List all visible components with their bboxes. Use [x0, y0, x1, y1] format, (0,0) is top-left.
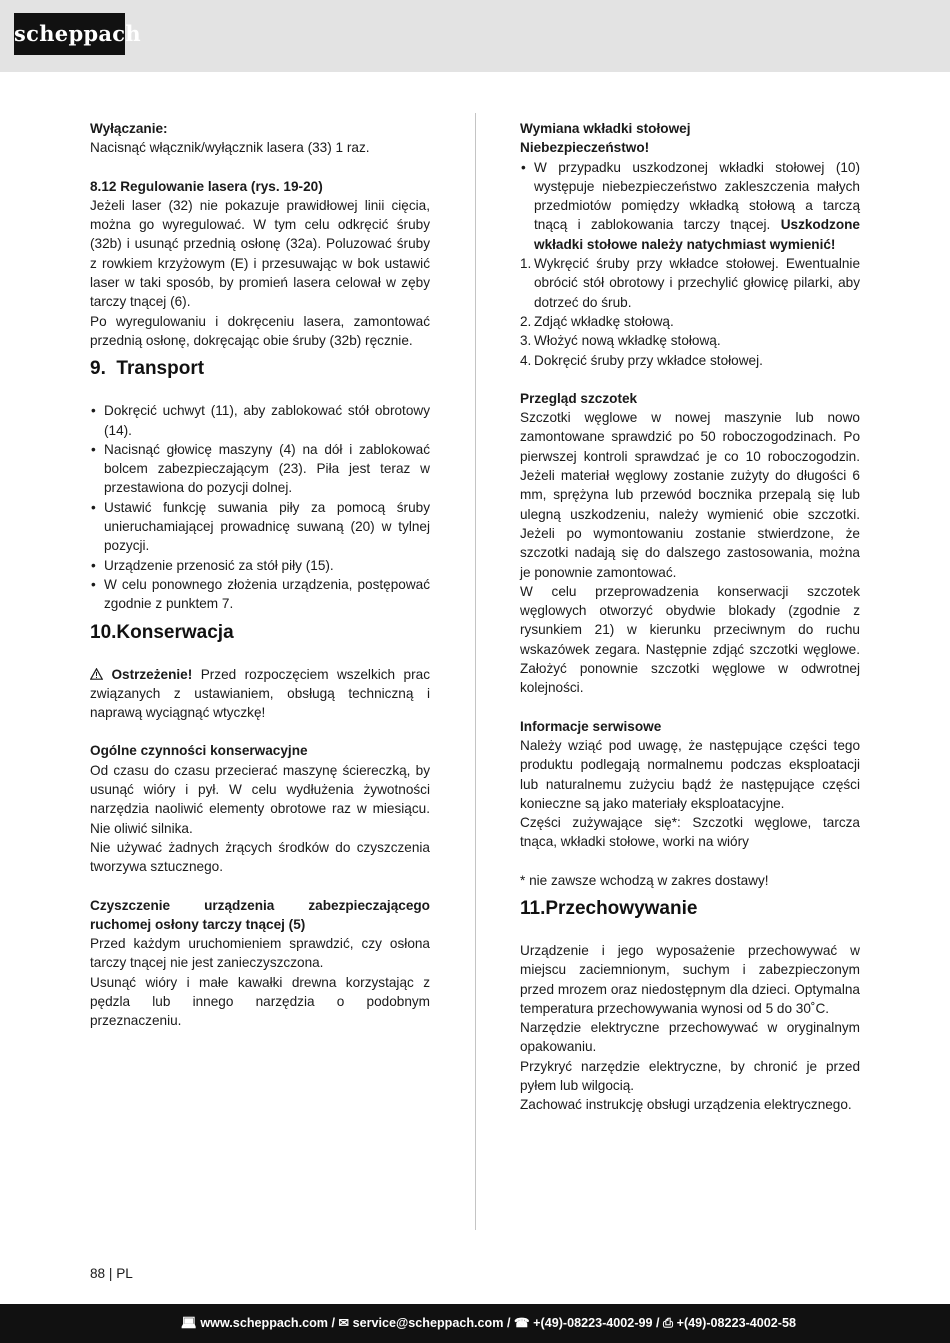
section-10-heading: [90, 621, 430, 645]
step-text: Wykręcić śruby przy wkładce stołowej. Ewentualnie obrócić stół obrotowy i przechylić głowicę pilarki, aby dotrzeć do śrub.: [534, 256, 860, 310]
wylaczanie-heading: Wyłączanie:: [90, 121, 168, 136]
computer-icon: 💻︎: [180, 1316, 197, 1330]
right-column: [520, 119, 860, 1115]
footer-separator: /: [506, 1316, 511, 1330]
step-text: Dokręcić śruby przy wkładce stołowej.: [534, 352, 763, 368]
wymiana-heading: Wymiana wkładki stołowej: [520, 121, 691, 136]
email-link[interactable]: service@scheppach.com: [352, 1316, 504, 1330]
step-text: Włożyć nową wkładkę stołową.: [534, 333, 721, 349]
page-language: PL: [116, 1266, 133, 1281]
ogolne-heading: Ogólne czynności konserwacyjne: [90, 743, 308, 759]
transport-list: [90, 401, 430, 613]
niebezpieczenstwo-heading: Niebezpieczeństwo!: [520, 140, 650, 156]
danger-bold-text: Uszkodzone wkładki stołowe należy natychmiast wymienić!: [534, 217, 860, 252]
section-9-number: 9.: [90, 358, 106, 380]
section-11-number: 11.: [520, 897, 546, 919]
section-11-text-3: Przykryć narzędzie elektryczne, by chronić je przed pyłem lub wilgocią.: [520, 1058, 860, 1094]
list-item: [520, 331, 860, 350]
ogolne-text-2: Nie używać żadnych żrących środków do czyszczenia tworzywa sztucznego.: [90, 839, 430, 875]
list-item: [520, 158, 860, 254]
phone-number: +(49)-08223-4002-99: [533, 1316, 653, 1330]
list-item: • Urządzenie przenosić za stół piły (15).: [90, 556, 430, 575]
section-8-12-text-1: Jeżeli laser (32) nie pokazuje prawidłowej linii cięcia, można go wyregulować. W tym celu odkręcić śruby (32b) i usunąć przednią osłonę (32a). Poluzować śruby z rowkiem krzyżowym (E) i przesuwając w bok ustawić laser w taki sposób, by promień lasera celował w zęby tarczy tnącej (6).: [90, 197, 430, 310]
danger-text: W przypadku uszkodzonej wkładki stołowej (10) występuje niebezpieczeństwo zakleszczenia małych przedmiotów pomiędzy wkładką stołową a tarczą tnącą i zablokowania tarczy tnącej.: [534, 159, 860, 233]
website-link[interactable]: www.scheppach.com: [200, 1316, 328, 1330]
przeglad-text-2: W celu przeprowadzenia konserwacji szczotek węglowych otworzyć obydwie blokady (zgodnie z rysunkiem 21) w kierunku przeciwnym do ruchu wskazówek zegara. Następnie zdjąć szczotki węglowe. Założyć ponownie szczotki węglowe w odwrotnej kolejności.: [520, 583, 860, 696]
czyszczenie-text-2: Usunąć wióry i małe kawałki drewna korzystając z pędzla lub innego narzędzia o podobnym przeznaczeniu.: [90, 974, 430, 1029]
danger-list: [520, 158, 860, 254]
step-text: Zdjąć wkładkę stołową.: [534, 313, 674, 329]
list-item: • Nacisnąć głowicę maszyny (4) na dół i zablokować bolcem zabezpieczającym (23). Piła jest teraz w przestawiona do pozycji dolnej.: [90, 440, 430, 498]
page-number-value: 88: [90, 1266, 106, 1281]
scheppach-logo: scheppach: [14, 13, 125, 55]
page-number-separator: |: [108, 1266, 113, 1281]
czyszczenie-heading: Czyszczenie urządzenia zabezpieczającego ruchomej osłony tarczy tnącej (5): [90, 897, 430, 932]
footer-separator: /: [331, 1316, 335, 1330]
list-item: • Dokręcić uchwyt (11), aby zablokować stół obrotowy (14).: [90, 401, 430, 440]
informacje-note: * nie zawsze wchodzą w zakres dostawy!: [520, 872, 769, 888]
page-footer: [0, 1304, 950, 1343]
informacje-heading: Informacje serwisowe: [520, 718, 662, 734]
envelope-icon: ✉︎: [338, 1316, 350, 1330]
left-column: [90, 119, 430, 1031]
list-item: • W celu ponownego złożenia urządzenia, postępować zgodnie z punktem 7.: [90, 575, 430, 614]
step-number: 4.: [520, 352, 532, 368]
czyszczenie-text-1: Przed każdym uruchomieniem sprawdzić, czy osłona tarczy tnącej nie jest zanieczyszczona.: [90, 936, 430, 971]
fax-number: +(49)-08223-4002-58: [676, 1316, 796, 1330]
list-item: [520, 254, 860, 312]
fax-icon: ⎙: [663, 1316, 674, 1330]
list-item: [520, 312, 860, 331]
column-divider: [475, 113, 476, 1230]
warning-text: Przed rozpoczęciem wszelkich prac związanych z ustawianiem, obsługą techniczną i naprawą wyciągnąć wtyczkę!: [90, 666, 430, 721]
informacje-text-2: Części zużywające się*: Szczotki węglowe, tarcza tnąca, wkładki stołowe, worki na wióry: [520, 815, 860, 850]
przeglad-text-1: Szczotki węglowe w nowej maszynie lub nowo zamontowane sprawdzić po 50 roboczogodzinach. Po pierwszej kontroli sprawdzać je co 10 roboczogodzin. Jeżeli materiał węglowy zostanie zużyty do długości 6 mm, sprężyna lub przewód bocznika przepalą się lub ulegną uszkodzeniu, należy wymienić obie szczotki. Jeżeli po wymontowaniu zostanie stwierdzone, że szczotki nadają się do dalszego zastosowania, można je ponownie zamontować.: [520, 410, 860, 580]
przeglad-heading: Przegląd szczotek: [520, 390, 638, 406]
page-number: [90, 1264, 133, 1283]
step-number: 2.: [520, 313, 532, 329]
footer-separator: /: [656, 1316, 660, 1330]
warning-label: Ostrzeżenie!: [111, 666, 193, 682]
section-9-title: Transport: [116, 358, 205, 380]
section-11-heading: [520, 897, 860, 921]
section-8-12-heading: 8.12 Regulowanie lasera (rys. 19-20): [90, 178, 323, 194]
step-number: 3.: [520, 333, 532, 349]
section-11-text-2: Narzędzie elektryczne przechowywać w oryginalnym opakowaniu.: [520, 1020, 860, 1055]
wylaczanie-text: Nacisnąć włącznik/wyłącznik lasera (33) 1 raz.: [90, 140, 370, 156]
phone-icon: ☎︎: [513, 1316, 530, 1330]
ogolne-text-1: Od czasu do czasu przecierać maszynę ściereczką, by usunąć wióry i pył. W celu wydłużenia żywotności narzędzia naoliwić elementy obrotowe raz w miesiącu. Nie oliwić silnika.: [90, 762, 430, 836]
section-11-text-1: Urządzenie i jego wyposażenie przechowywać w miejscu zaciemnionym, suchym i zabezpieczonym przed mrozem oraz niedostępnym dla dzieci. Optymalna temperatura przechowywania wynosi od 5 do 30˚C.: [520, 942, 860, 1016]
list-item: • Ustawić funkcję suwania piły za pomocą śruby unieruchamiającej prowadnicę suwaną (20) w tylnej pozycji.: [90, 498, 430, 556]
page-header: [0, 0, 950, 72]
warning-paragraph: [90, 665, 430, 723]
section-8-12-text-2: Po wyregulowaniu i dokręceniu lasera, zamontować przednią osłonę, dokręcając obie śruby (32b) ręcznie.: [90, 313, 430, 348]
list-item: [520, 351, 860, 370]
section-10-title: Konserwacja: [116, 621, 234, 643]
section-11-text-4: Zachować instrukcję obsługi urządzenia elektrycznego.: [520, 1097, 852, 1113]
step-number: 1.: [520, 256, 532, 272]
warning-triangle-icon: [90, 667, 103, 682]
section-11-title: Przechowywanie: [545, 897, 698, 919]
steps-list: [520, 254, 860, 370]
section-9-heading: [90, 357, 430, 381]
section-10-number: 10.: [90, 621, 117, 643]
informacje-text-1: Należy wziąć pod uwagę, że następujące części tego produktu podlegają normalnemu podczas eksploatacji lub naturalnemu zużyciu bądź że następujące części konieczne są jako materiały eksploatacyjne.: [520, 737, 860, 811]
